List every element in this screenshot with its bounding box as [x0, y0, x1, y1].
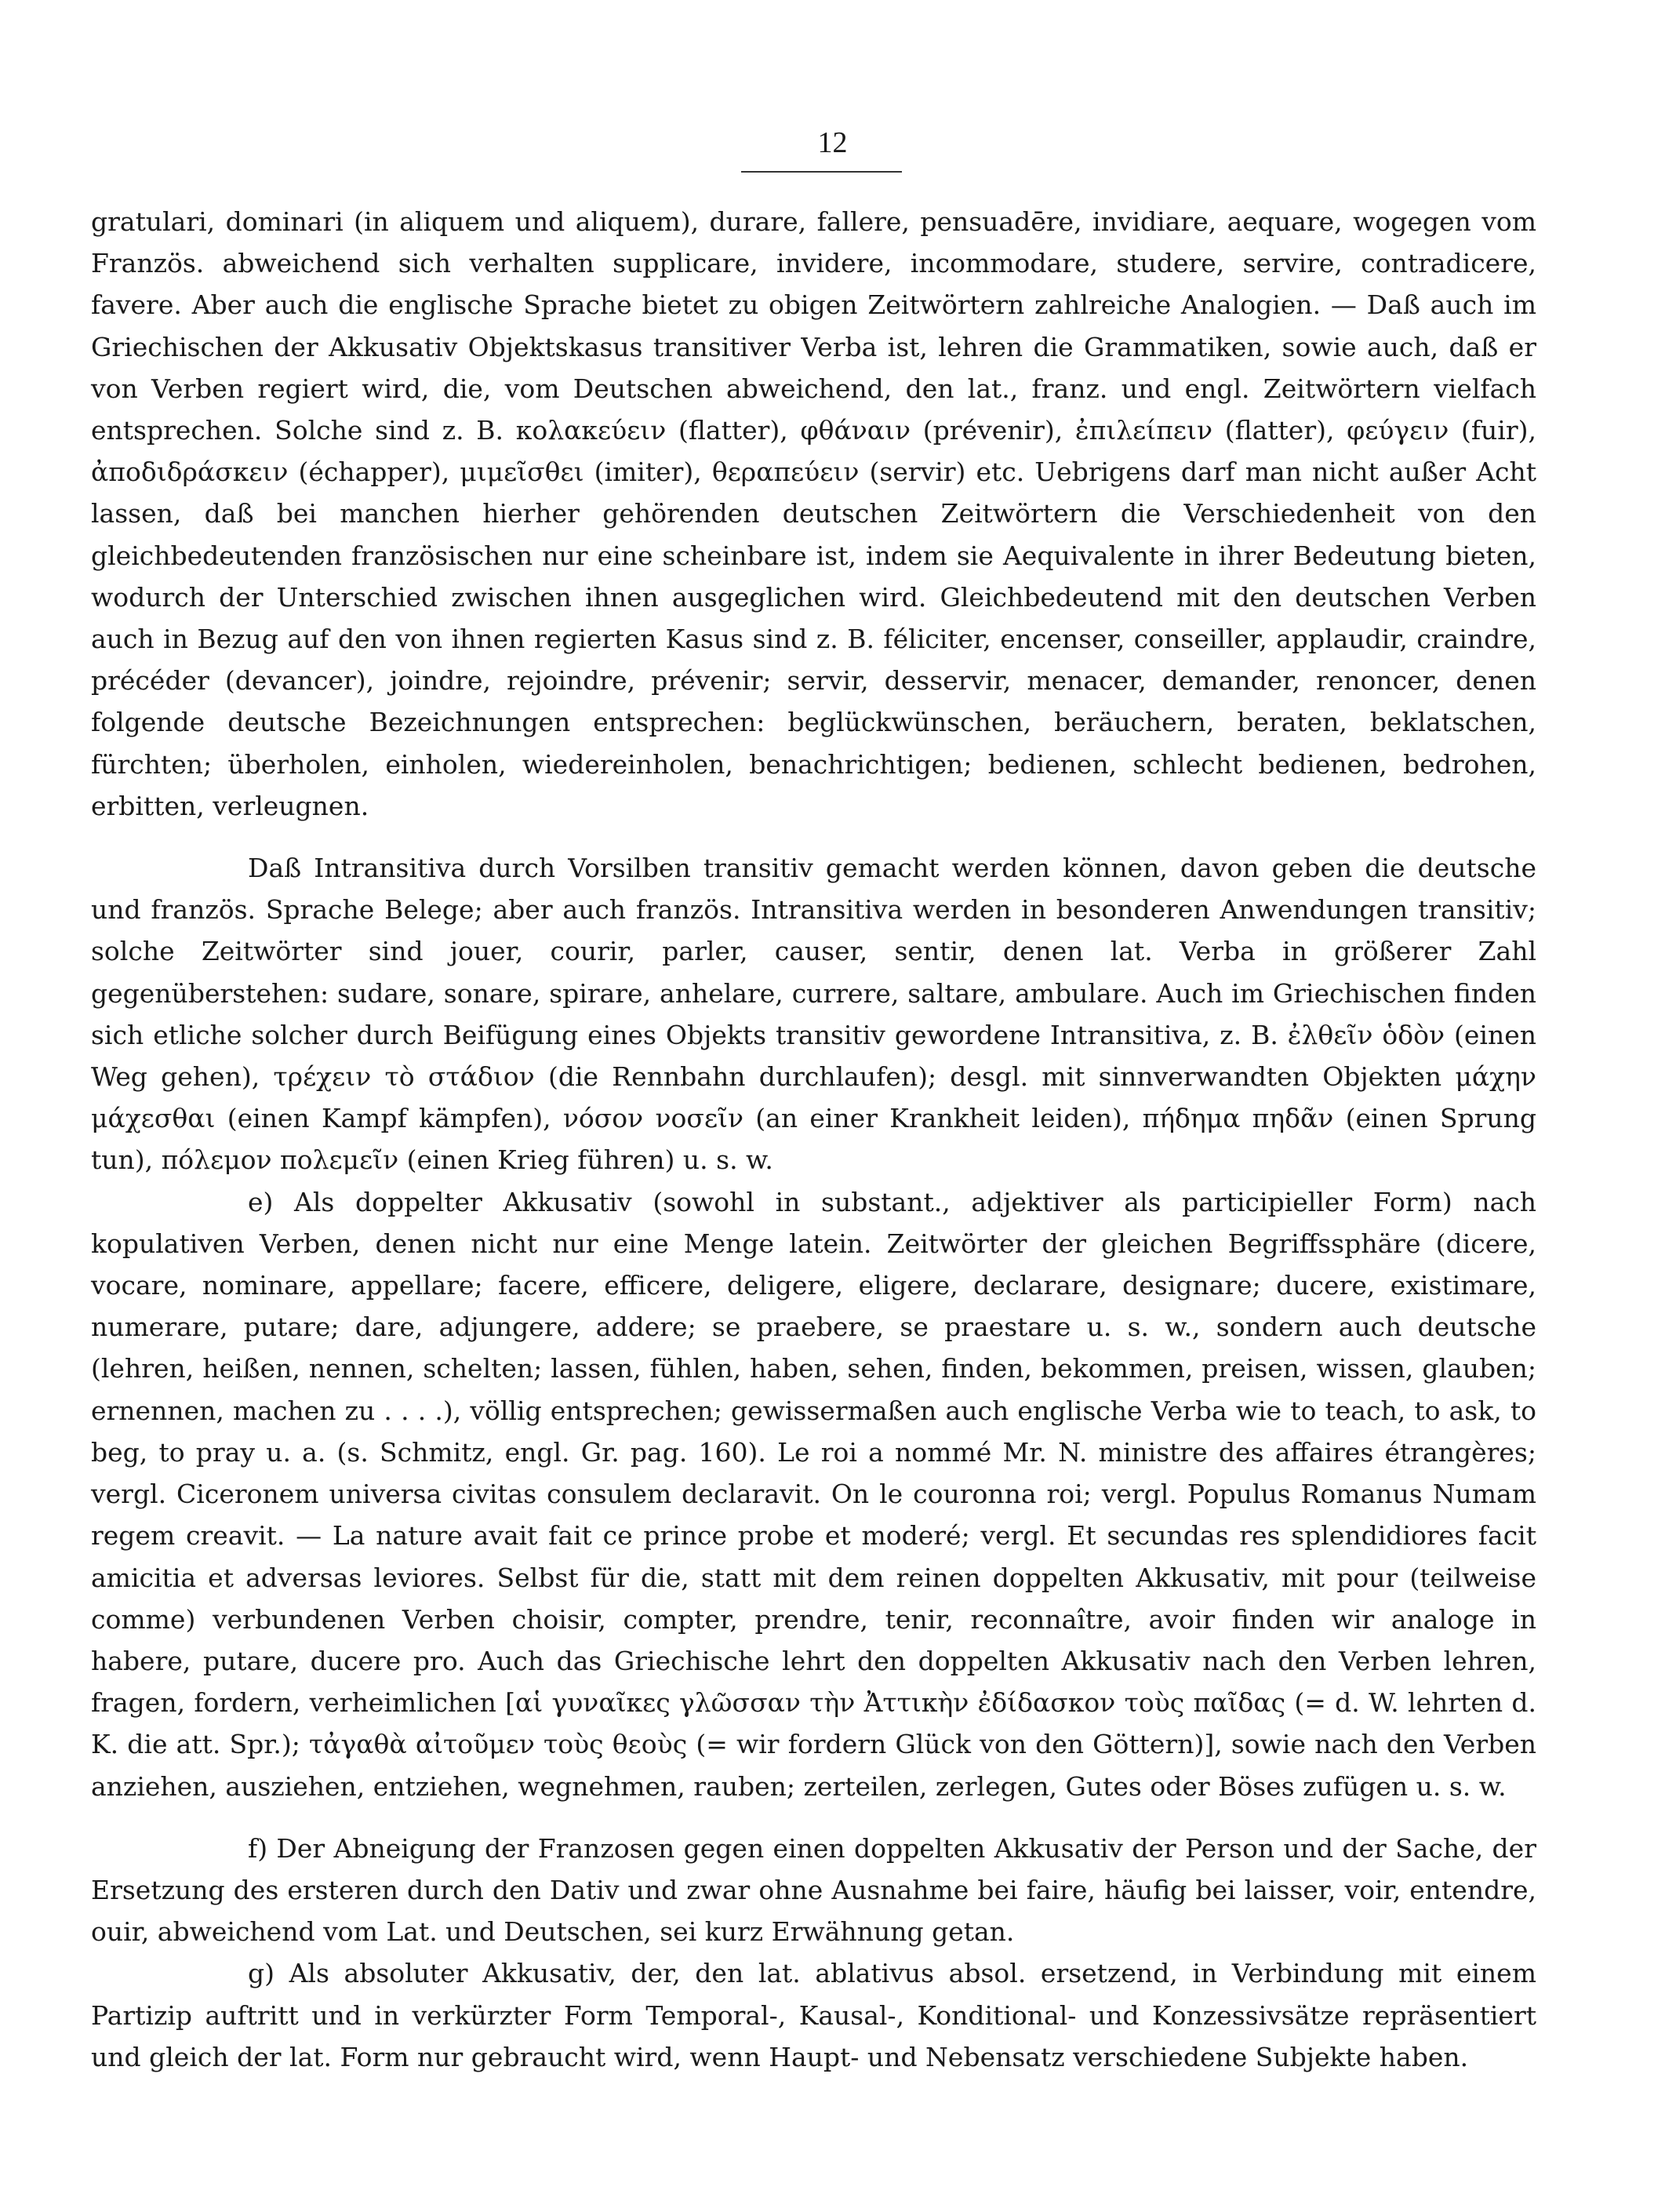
paragraph-2: Daß Intransitiva durch Vorsilben transitiv gemacht werden können, davon geben die deutsche und französ. Sprache Belege; aber auch französ. Intransitiva werden in besonderen Anwendungen transitiv; solche Zeitwörter sind jouer, courir, parler, causer, sentir, denen lat. Verba in größerer Zahl gegenüberstehen: sudare, sonare, spirare, anhelare, currere, saltare, ambulare. Auch im Griechischen finden sich etliche solcher durch Beifügung eines Objekts transitiv gewordene Intransitiva, z. B. ἐλθεῖν ὁδὸν (einen Weg gehen), τρέχειν τὸ στάδιον (die Rennbahn durchlaufen); desgl. mit sinnverwandten Objekten μάχην μάχεσθαι (einen Kampf kämpfen), νόσον νοσεῖν (an einer Krankheit leiden), πήδημα πηδᾶν (einen Sprung tun), πόλεμον πολεμεῖν (einen Krieg führen) u. s. w. — [91, 853, 1536, 1176]
page-number: 12 — [817, 126, 848, 159]
paragraph-e: e) Als doppelter Akkusativ (sowohl in substant., adjektiver als participieller Form) nach kopulativen Verben, denen nicht nur eine Menge latein. Zeitwörter der gleichen Begriffssphäre (dicere, vocare, nominare, appellare; facere, efficere, deligere, eligere, declarare, designare; ducere, existimare, numerare, putare; dare, adjungere, addere; se praebere, se praestare u. s. w., sondern auch deutsche (lehren, heißen, nennen, schelten; lassen, fühlen, haben, sehen, finden, bekommen, preisen, wissen, glauben; ernennen, machen zu . . . .), völlig entsprechen; gewissermaßen auch englische Verba wie to teach, to ask, to beg, to pray u. a. (s. Schmitz, engl. Gr. pag. 160). Le roi a nommé Mr. N. ministre des affaires étrangères; vergl. Ciceronem universa civitas consulem declaravit. On le couronna roi; vergl. Populus Romanus Numam regem creavit. — La nature avait fait ce prince probe et moderé; vergl. Et secundas res splendidiores facit amicitia et adversas leviores. Selbst für die, statt mit dem reinen doppelten Akkusativ, mit pour (teilweise comme) verbundenen Verben choisir, compter, prendre, tenir, reconnaître, avoir finden wir analoge in habere, putare, ducere pro. Auch das Griechische lehrt den doppelten Akkusativ nach den Verben lehren, fragen, fordern, verheimlichen [αἱ γυναῖκες γλῶσσαν τὴν Ἀττικὴν ἐδίδασκον τοὺς παῖδας (= d. W. lehrten d. K. die att. Spr.); τἀγαθὰ αἰτοῦμεν τοὺς θεοὺς (= wir fordern Glück von den Göttern)], sowie nach den Verben anziehen, ausziehen, entziehen, wegnehmen, rauben; zerteilen, zerlegen, Gutes oder Böses zufügen u. s. w. — [91, 1186, 1536, 1802]
paragraph-1: gratulari, dominari (in aliquem und aliquem), durare, fallere, pensuadēre, invidiare, aequare, wogegen vom Französ. abweichend sich verhalten supplicare, invidere, incommodare, studere, servire, contradicere, favere. Aber auch die englische Sprache bietet zu obigen Zeitwörtern zahlreiche Analogien. — Daß auch im Griechischen der Akkusativ Objektskasus transitiver Verba ist, lehren die Grammatiken, sowie auch, daß er von Verben regiert wird, die, vom Deutschen abweichend, den lat., franz. und engl. Zeitwörtern vielfach entsprechen. Solche sind z. B. κολακεύειν (flatter), φθάναιν (prévenir), ἐπιλείπειν (flatter), φεύγειν (fuir), ἀποδιδράσκειν (échapper), μιμεῖσθει (imiter), θεραπεύειν (servir) etc. Uebrigens darf man nicht außer Acht lassen, daß bei manchen hierher gehörenden deutschen Zeitwörtern die Verschiedenheit von den gleichbedeutenden französischen nur eine scheinbare ist, indem sie Aequivalente in ihrer Bedeutung bieten, wodurch der Unterschied zwischen ihnen ausgeglichen wird. Gleichbedeutend mit den deutschen Verben auch in Bezug auf den von ihnen regierten Kasus sind z. B. féliciter, encenser, conseiller, applaudir, craindre, précéder (devancer), joindre, rejoindre, prévenir; servir, desservir, menacer, demander, renoncer, denen folgende deutsche Bezeichnungen entsprechen: beglückwünschen, beräuchern, beraten, beklatschen, fürchten; überholen, einholen, wiedereinholen, benachrichtigen; bedienen, schlecht bedienen, bedrohen, erbitten, verleugnen. — [91, 206, 1536, 821]
body-text — [91, 201, 1536, 2078]
paragraph-f: f) Der Abneigung der Franzosen gegen einen doppelten Akkusativ der Person und der Sache, der Ersetzung des ersteren durch den Dativ und zwar ohne Ausnahme bei faire, häufig bei laisser, voir, entendre, ouir, abweichend vom Lat. und Deutschen, sei kurz Erwähnung getan. — [91, 1832, 1536, 1948]
page-number-rule — [741, 171, 902, 173]
paragraph-g: g) Als absoluter Akkusativ, der, den lat. ablativus absol. ersetzend, in Verbindung mit einem Partizip auftritt und in verkürzter Form Temporal-, Kausal-, Konditional- und Konzessivsätze repräsentiert und gleich der lat. Form nur gebraucht wird, wenn Haupt- und Nebensatz verschiedene Subjekte haben. — [91, 1958, 1536, 2072]
